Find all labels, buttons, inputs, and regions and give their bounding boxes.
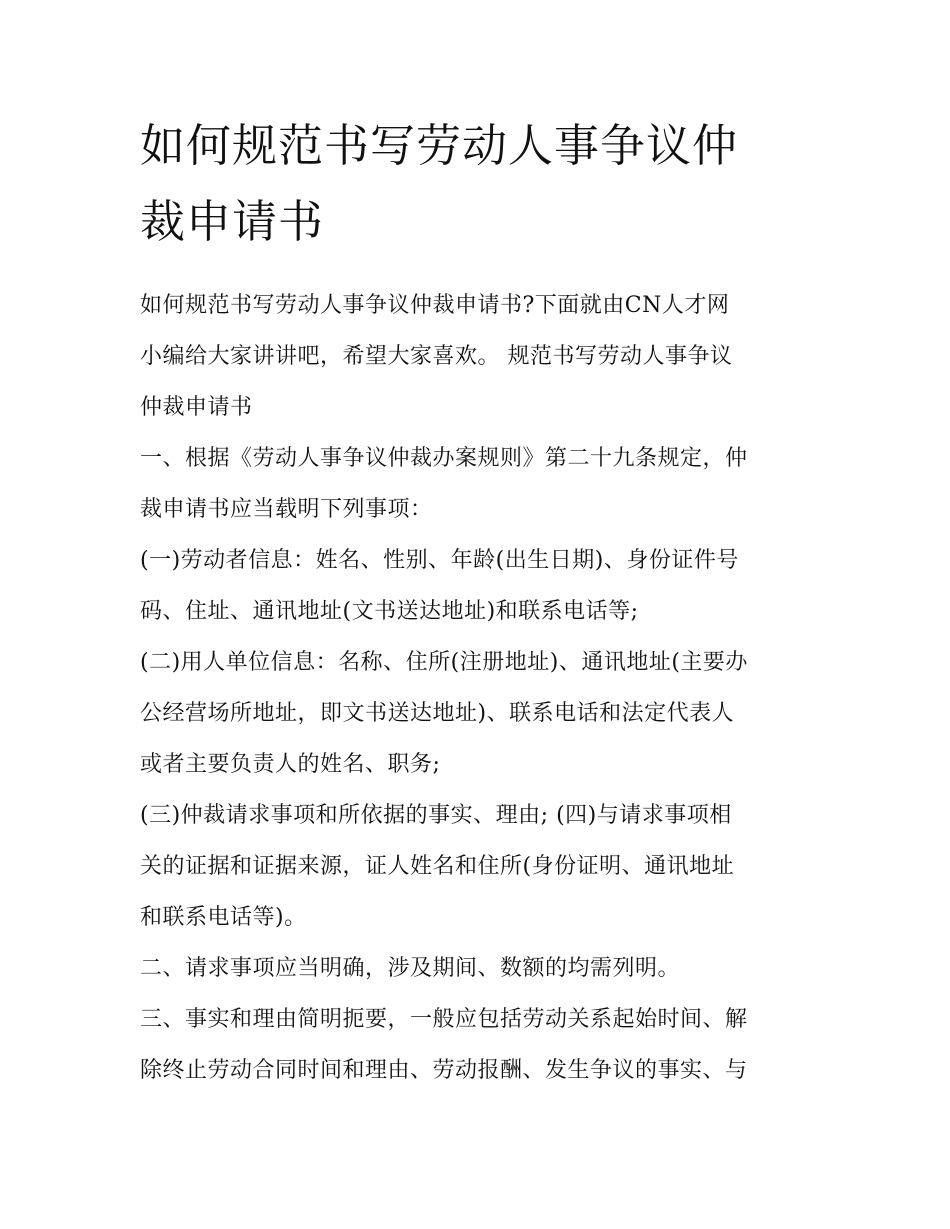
text-line: 仲裁申请书	[140, 395, 253, 420]
text-line: 如何规范书写劳动人事争议仲裁申请书?下面就由CN人才网	[140, 293, 730, 318]
text-line: (二)用人单位信息：名称、住所(注册地址)、通讯地址(主要办	[140, 650, 748, 675]
text-line: (三)仲裁请求事项和所依据的事实、理由; (四)与请求事项相	[140, 803, 732, 828]
text-line: 和联系电话等)。	[140, 905, 307, 930]
section-three-paragraph	[140, 994, 820, 1096]
item-three-four-paragraph	[140, 790, 820, 943]
text-line: 除终止劳动合同时间和理由、劳动报酬、发生争议的事实、与	[140, 1058, 748, 1083]
title-line: 裁申请书	[140, 195, 325, 248]
text-line: 一、根据《劳动人事争议仲裁办案规则》第二十九条规定，仲	[140, 446, 748, 471]
intro-paragraph	[140, 280, 820, 433]
text-line: 或者主要负责人的姓名、职务;	[140, 752, 441, 777]
item-two-paragraph	[140, 637, 820, 790]
text-line: 码、住址、通讯地址(文书送达地址)和联系电话等;	[140, 599, 639, 624]
document-title	[140, 108, 820, 260]
section-two-paragraph	[140, 943, 820, 994]
title-line: 如何规范书写劳动人事争议仲	[140, 119, 739, 172]
text-line: 裁申请书应当载明下列事项：	[140, 497, 433, 522]
document-content	[140, 108, 820, 1096]
text-line: 三、事实和理由简明扼要，一般应包括劳动关系起始时间、解	[140, 1007, 748, 1032]
section-one-paragraph	[140, 433, 820, 535]
text-line: 小编给大家讲讲吧，希望大家喜欢。 规范书写劳动人事争议	[140, 344, 733, 369]
text-line: (一)劳动者信息：姓名、性别、年龄(出生日期)、身份证件号	[140, 548, 739, 573]
text-line: 关的证据和证据来源，证人姓名和住所(身份证明、通讯地址	[140, 854, 735, 879]
text-line: 公经营场所地址，即文书送达地址)、联系电话和法定代表人	[140, 701, 735, 726]
text-line: 二、请求事项应当明确，涉及期间、数额的均需列明。	[140, 956, 681, 981]
item-one-paragraph	[140, 535, 820, 637]
